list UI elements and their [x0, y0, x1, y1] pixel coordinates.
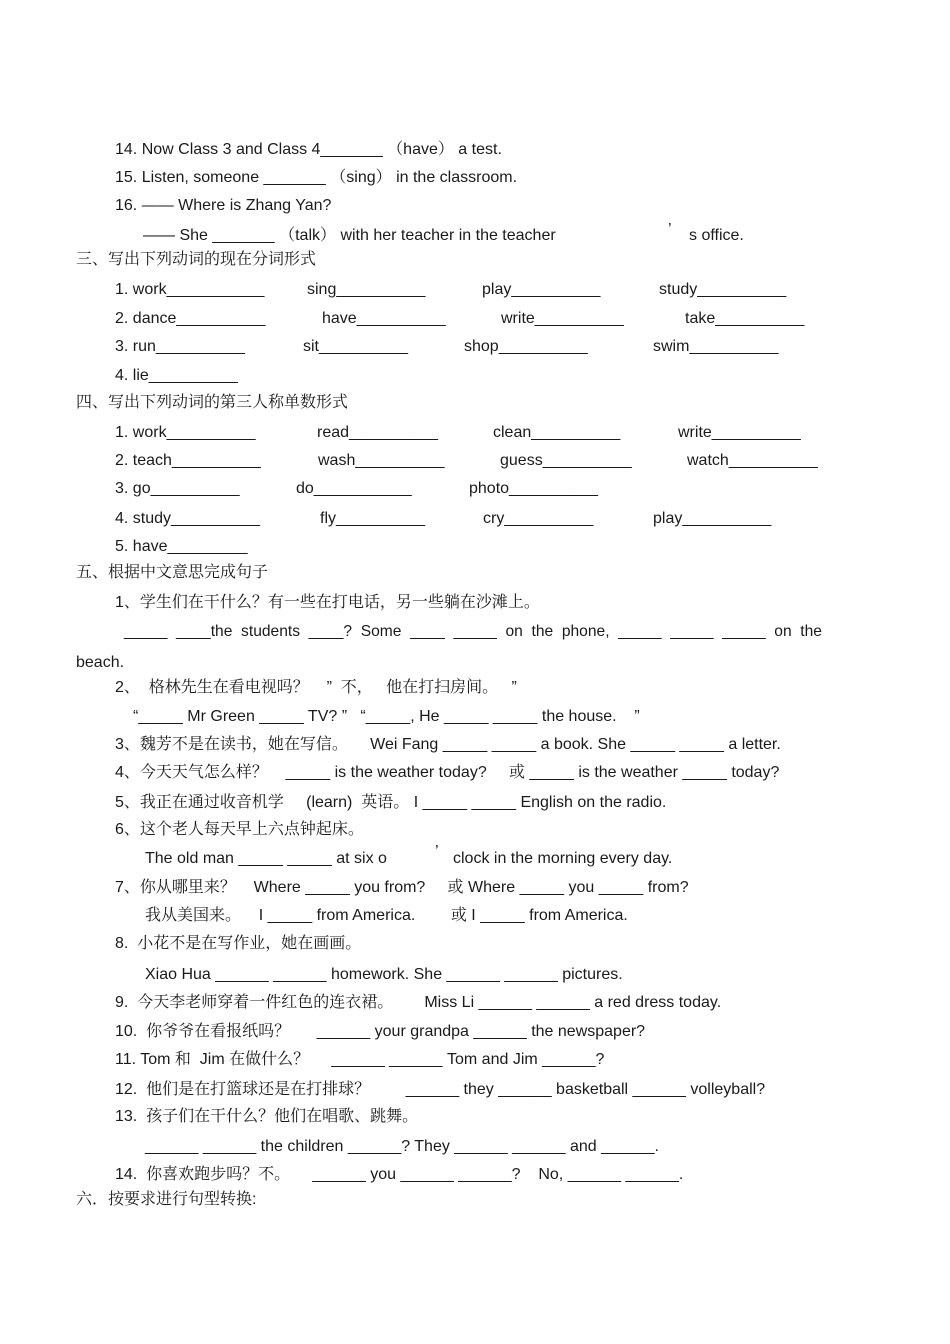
word-item: 4. lie__________ [115, 367, 238, 384]
exercise-line: Xiao Hua ______ ______ homework. She ______ ______ pictures. [145, 966, 623, 983]
exercise-line: 14. Now Class 3 and Class 4_______ （have） a test. [115, 141, 502, 158]
exercise-line: 10. 你爷爷在看报纸吗？ ______ your grandpa ______ the newspaper? [115, 1023, 646, 1040]
word-item: take__________ [685, 310, 805, 327]
exercise-line: —— She _______ （talk） with her teacher in the teacher [143, 227, 556, 244]
section-heading: 六．按要求进行句型转换: [76, 1191, 257, 1208]
section-heading: 三、写出下列动词的现在分词形式 [76, 251, 317, 268]
section-heading: 五、根据中文意思完成句子 [76, 564, 269, 581]
word-item: fly__________ [320, 510, 425, 527]
exercise-line: beach. [76, 654, 125, 671]
exercise-line: 1、学生们在干什么？有一些在打电话，另一些躺在沙滩上。 [115, 594, 540, 611]
word-item: shop__________ [464, 338, 588, 355]
exercise-line: The old man _____ _____ at six o [145, 850, 387, 867]
exercise-line: 12. 他们是在打篮球还是在打排球？ ______ they ______ basketball ______ volleyball? [115, 1081, 766, 1098]
exercise-line: 4、今天天气怎么样？ _____ is the weather today? 或 _____ is the weather _____ today? [115, 764, 780, 781]
word-item: study__________ [659, 281, 787, 298]
exercise-line: 我从美国来。 I _____ from America. 或 I _____ from America. [145, 907, 628, 924]
word-item: clean__________ [493, 424, 621, 441]
word-item: 3. go__________ [115, 480, 240, 497]
word-item: play__________ [482, 281, 601, 298]
exercise-line: 9. 今天李老师穿着一件红色的连衣裙。 Miss Li ______ ______ a red dress today. [115, 994, 722, 1011]
word-item: play__________ [653, 510, 772, 527]
exercise-line: 14. 你喜欢跑步吗？不。 ______ you ______ ______? No, ______ ______. [115, 1166, 684, 1183]
word-item: watch__________ [687, 452, 818, 469]
exercise-line: 6、这个老人每天早上六点钟起床。 [115, 821, 364, 838]
exercise-line: ______ ______ the children ______? They ______ ______ and ______. [145, 1138, 659, 1155]
apostrophe-mark: ’ [435, 843, 439, 860]
exercise-line: 3、魏芳不是在读书，她在写信。 Wei Fang _____ _____ a book. She _____ _____ a letter. [115, 736, 781, 753]
apostrophe-mark: ’ [668, 221, 672, 238]
exercise-line: _____ ____the students ____? Some ____ _____ on the phone, _____ _____ _____ on the [124, 623, 822, 640]
word-item: wash__________ [318, 452, 445, 469]
exercise-line: 15. Listen, someone _______ （sing） in the classroom. [115, 169, 518, 186]
exercise-line: 5、我正在通过收音机学 (learn) 英语。 I _____ _____ English on the radio. [115, 794, 667, 811]
exercise-line: 16. —— Where is Zhang Yan? [115, 197, 332, 214]
exercise-line: 2、 格林先生在看电视吗？ ” 不， 他在打扫房间。 ” [115, 679, 517, 696]
word-item: guess__________ [500, 452, 632, 469]
word-item: do___________ [296, 480, 412, 497]
exercise-line: 13. 孩子们在干什么？他们在唱歌、跳舞。 [115, 1108, 419, 1125]
word-item: 1. work__________ [115, 424, 256, 441]
word-item: read__________ [317, 424, 439, 441]
word-item: cry__________ [483, 510, 594, 527]
word-item: 3. run__________ [115, 338, 245, 355]
exercise-line: 8. 小花不是在写作业，她在画画。 [115, 935, 362, 952]
word-item: 2. teach__________ [115, 452, 261, 469]
word-item: sit__________ [303, 338, 408, 355]
exercise-line: clock in the morning every day. [453, 850, 673, 867]
exercise-line: s office. [689, 227, 744, 244]
word-item: swim__________ [653, 338, 779, 355]
word-item: 5. have_________ [115, 538, 248, 555]
word-item: 4. study__________ [115, 510, 261, 527]
word-item: 2. dance__________ [115, 310, 266, 327]
word-item: write__________ [678, 424, 801, 441]
word-item: have__________ [322, 310, 446, 327]
word-item: sing__________ [307, 281, 426, 298]
exercise-line: “_____ Mr Green _____ TV? ” “_____, He _____ _____ the house. ” [133, 708, 640, 725]
word-item: write__________ [501, 310, 624, 327]
word-item: 1. work___________ [115, 281, 265, 298]
section-heading: 四、写出下列动词的第三人称单数形式 [76, 394, 349, 411]
exercise-line: 7、你从哪里来？ Where _____ you from? 或 Where _____ you _____ from? [115, 879, 689, 896]
word-item: photo__________ [469, 480, 599, 497]
exercise-line: 11. Tom 和 Jim 在做什么？ ______ ______ Tom and Jim ______? [115, 1051, 605, 1068]
